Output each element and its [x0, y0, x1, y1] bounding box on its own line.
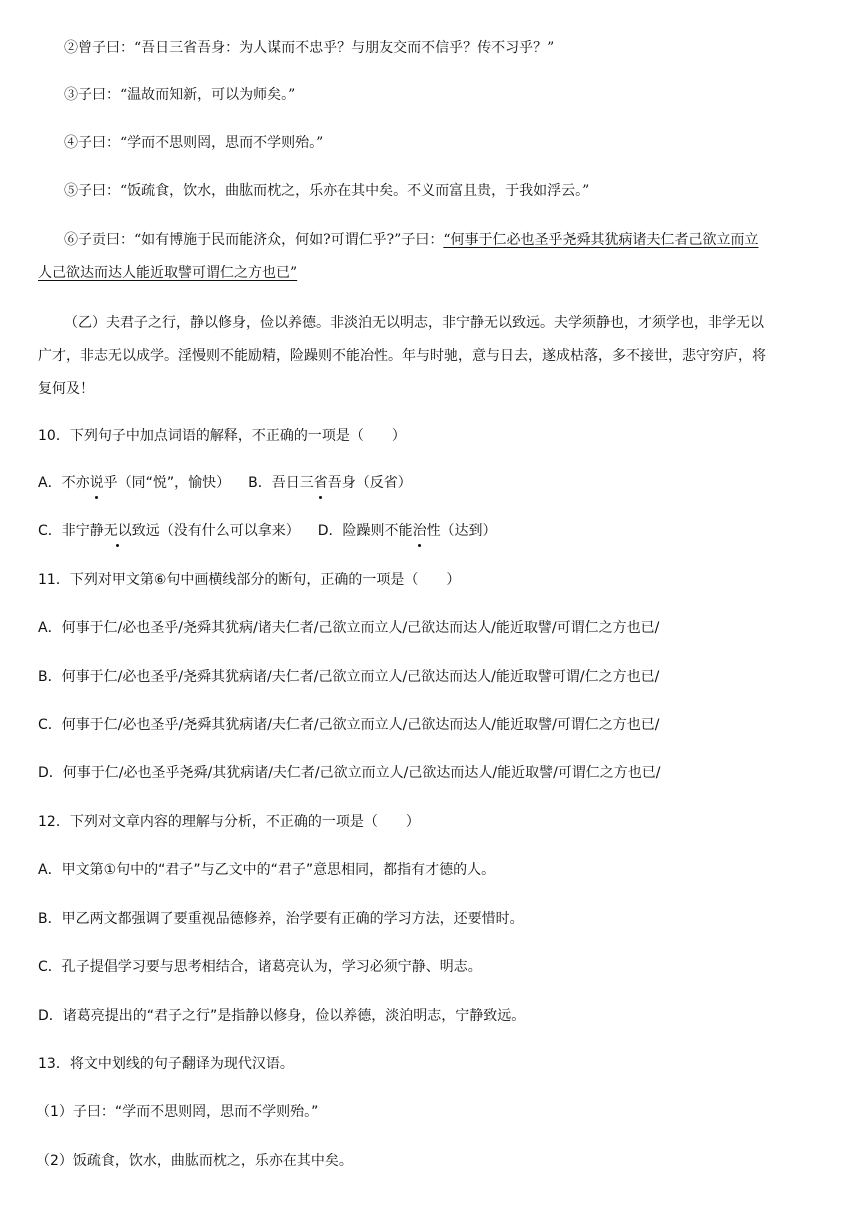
underlined-sentence-part-2: 人己欲达而达人能近取譬可谓仁之方也已”: [38, 265, 298, 281]
question-12-stem: 12．下列对文章内容的理解与分析，不正确的一项是（ ）: [38, 814, 420, 830]
yi-line-3: 复何及！: [38, 381, 94, 397]
option-11c: C．何事于仁/必也圣乎/尧舜其犹病诸/夫仁者/己欲立而立人/己欲达而达人/能近取譬/可谓仁之方也已/: [38, 717, 660, 733]
question-13-stem: 13．将文中划线的句子翻译为现代汉语。: [38, 1056, 294, 1072]
option-10a: A．不亦说乎（同“悦”，愉快）: [38, 475, 230, 491]
option-12d: D．诸葛亮提出的“君子之行”是指静以修身，俭以养德，淡泊明志，宁静致远。: [38, 1008, 526, 1024]
jia-line-2: ②曾子曰：“吾日三省吾身：为人谋而不忠乎？与朋友交而不信乎？传不习乎？”: [64, 40, 555, 56]
option-10c: C．非宁静无以致远（没有什么可以拿来）: [38, 523, 300, 539]
dotted-word: 无以: [104, 520, 132, 542]
jia-line-6-intro: ⑥子贡曰：“如有博施于民而能济众，何如?可谓仁乎?”子曰：: [64, 232, 444, 248]
option-12c: C．孔子提倡学习要与思考相结合，诸葛亮认为，学习必须宁静、明志。: [38, 959, 482, 975]
question-10-options-ab: [38, 472, 412, 494]
question-10-stem: 10．下列句子中加点词语的解释，不正确的一项是（ ）: [38, 428, 406, 444]
option-12b: B．甲乙两文都强调了要重视品德修养，治学要有正确的学习方法，还要惜时。: [38, 911, 524, 927]
dotted-word: 说: [90, 472, 104, 494]
question-11-stem: 11．下列对甲文第⑥句中画横线部分的断句，正确的一项是（ ）: [38, 572, 461, 588]
yi-line-2: 广才，非志无以成学。淫慢则不能励精，险躁则不能冶性。年与时驰，意与日去，遂成枯落，多不接世，悲守穷庐，将: [38, 348, 766, 364]
question-10-options-cd: [38, 520, 497, 542]
jia-line-6: [64, 229, 758, 251]
jia-line-5: ⑤子曰：“饭疏食，饮水，曲肱而枕之，乐亦在其中矣。不义而富且贵，于我如浮云。”: [64, 183, 590, 199]
underlined-sentence-part-1: “何事于仁必也圣乎尧舜其犹病诸夫仁者己欲立而立: [443, 232, 759, 248]
option-11b: B．何事于仁/必也圣乎/尧舜其犹病诸/夫仁者/己欲立而立人/己欲达而达人/能近取譬可谓/仁之方也已/: [38, 669, 660, 685]
option-10d: D．险躁则不能治性（达到）: [318, 523, 497, 539]
translation-sentence-1: （1）子曰：“学而不思则罔，思而不学则殆。”: [36, 1104, 319, 1120]
jia-line-4: ④子曰：“学而不思则罔，思而不学则殆。”: [64, 135, 324, 151]
option-10b: B．吾日三省吾身（反省）: [248, 475, 412, 491]
option-12a: A．甲文第①句中的“君子”与乙文中的“君子”意思相同，都指有才德的人。: [38, 862, 496, 878]
yi-line-1: （乙）夫君子之行，静以修身，俭以养德。非淡泊无以明志，非宁静无以致远。夫学须静也，才须学也，非学无以: [64, 315, 764, 331]
option-11d: D．何事于仁/必也圣乎尧舜/其犹病诸/夫仁者/己欲立而立人/己欲达而达人/能近取譬/可谓仁之方也已/: [38, 765, 661, 781]
dotted-word: 治: [413, 520, 427, 542]
jia-line-3: ③子曰：“温故而知新，可以为师矣。”: [64, 87, 296, 103]
translation-sentence-2: （2）饭疏食，饮水，曲肱而枕之，乐亦在其中矣。: [36, 1153, 353, 1169]
option-11a: A．何事于仁/必也圣乎/尧舜其犹病/诸夫仁者/己欲立而立人/己欲达而达人/能近取譬/可谓仁之方也已/: [38, 620, 660, 636]
dotted-word: 省: [314, 472, 328, 494]
